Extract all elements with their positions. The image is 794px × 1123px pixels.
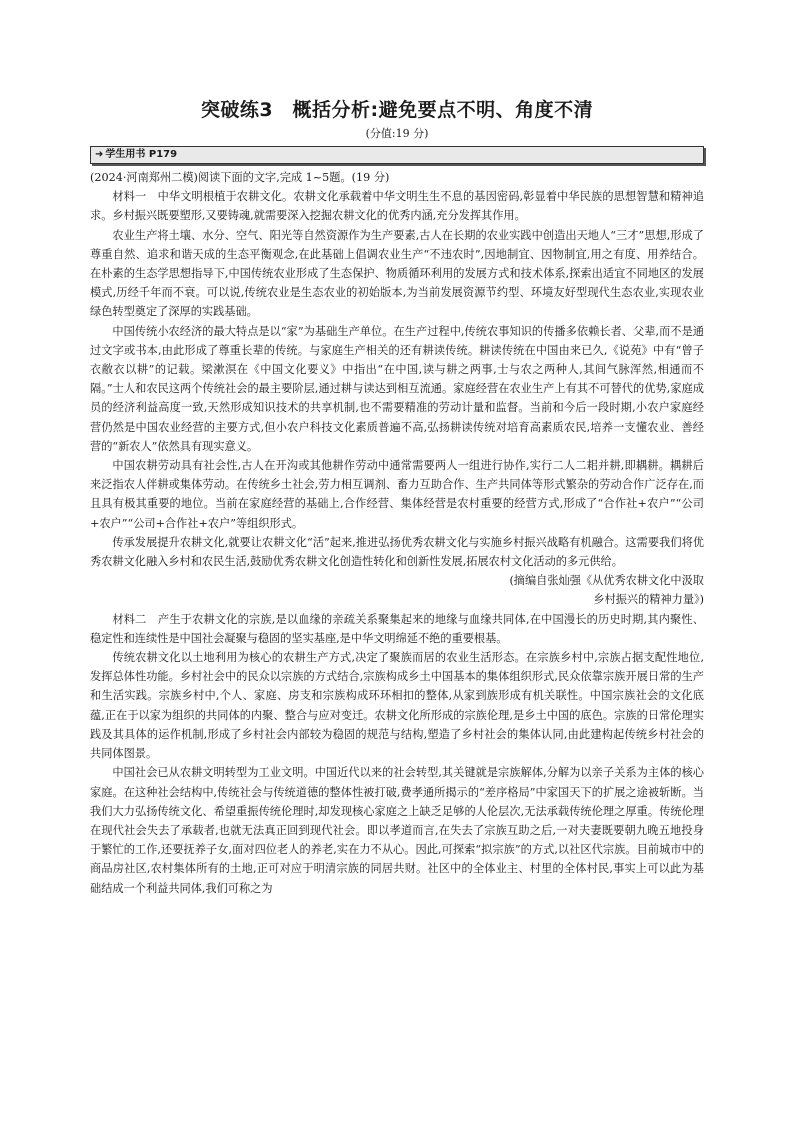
material2-paragraph: 传统农耕文化以土地利用为核心的农耕生产方式,决定了聚族而居的农业生活形态。在宗族乡村中,宗族占据支配性地位,发挥总体性功能。乡村社会中的民众以宗族的方式结合,宗族构成乡土中国基本的集体组织形式,民众依靠宗族开展日常的生产和生活实践。宗族乡村中,个人、家庭、房支和宗族构成环环相扣的整体,从家到族形成有机关联性。中国宗族社会的文化底蕴,正在于以家为组织的共同体的内聚、整合与应对变迁。农耕文化所形成的宗族伦理,是乡土中国的底色。宗族的日常伦理实践及其具体的运作机制,形成了乡村社会内部较为稳固的规范与结构,塑造了乡村社会的集体认同,由此建构起传统乡村社会的共同体图景。 xyxy=(90,651,704,761)
material1-paragraph: 传承发展提升农耕文化,就要让农耕文化“活”起来,推进弘扬优秀农耕文化与实施乡村振兴战略有机融合。这需要我们将优秀农耕文化融入乡村和农民生活,鼓励优秀农耕文化创造性转化和创新性发展,拓展农村文化活动的多元供给。 xyxy=(90,535,704,569)
book-tag-bar xyxy=(90,146,704,164)
score-note: (分值:19 分) xyxy=(365,127,429,140)
arrow-right-icon: ➜ xyxy=(95,149,104,160)
material1-source xyxy=(90,571,704,609)
book-tag-label: 学生用书 P179 xyxy=(105,149,178,160)
page-title: 突破练3 概括分析:避免要点不明、角度不清 xyxy=(200,99,594,121)
source-line: (摘编自张灿强《从优秀农耕文化中汲取 xyxy=(509,574,704,588)
material1-paragraph: 中国传统小农经济的最大特点是以“家”为基础生产单位。在生产过程中,传统农事知识的传播多依赖长者、父辈,而不是通过文字或书本,由此形成了尊重长辈的传统。与家庭生产相关的还有耕读传统。耕读传统在中国由来已久,《说苑》中有“曾子衣敝衣以耕”的记载。梁漱溟在《中国文化要义》中指出“在中国,读与耕之两事,士与农之两种人,其间气脉浑然,相通而不隔。”士人和农民这两个传统社会的最主要阶层,通过耕与读达到相互流通。家庭经营在农业生产上有其不可替代的优势,家庭成员的经济利益高度一致,天然形成知识技术的共享机制,也不需要精准的劳动计量和监督。当前和今后一段时期,小农户家庭经营仍然是中国农业经营的主要方式,但小农户科技文化素质普遍不高,弘扬耕读传统对培育高素质农民,培养一支懂农业、善经营的“新农人”依然具有现实意义。 xyxy=(90,324,704,453)
material2-paragraph: 中国社会已从农耕文明转型为工业文明。中国近代以来的社会转型,其关键就是宗族解体,分解为以亲子关系为主体的核心家庭。在这种社会结构中,传统社会与传统道德的整体性被打破,费孝通所揭示的“差序格局”中家国天下的扩展之途被斩断。当我们大力弘扬传统文化、希望重振传统伦理时,却发现核心家庭之上缺乏足够的人伦层次,无法承载传统伦理之厚重。传统伦理在现代社会失去了承载者,也就无法真正回到现代社会。即以孝道而言,在失去了宗族互助之后,一对夫妻既要朝九晚五地投身于繁忙的工作,还要抚养子女,面对四位老人的养老,实在力不从心。因此,可探索“拟宗族”的方式,以社区代宗族。目前城市中的商品房社区,农村集体所有的土地,正可对应于明清宗族的同居共财。社区中的全体业主、村里的全体村民,事实上可以此为基础结成一个利益共同体,我们可称之为 xyxy=(90,766,704,895)
material2-paragraph: 材料二 产生于农耕文化的宗族,是以血缘的亲疏关系聚集起来的地缘与血缘共同体,在中国漫长的历史时期,其内聚性、稳定性和连续性是中国社会凝聚与稳固的坚实基座,是中华文明绵延不绝的重要根基。 xyxy=(90,612,704,645)
reading-content xyxy=(90,168,704,898)
material1-paragraph: 材料一 中华文明根植于农耕文化。农耕文化承载着中华文明生生不息的基因密码,彰显着中华民族的思想智慧和精神追求。乡村振兴既要塑形,又要铸魂,就需要深入挖掘农耕文化的优秀内涵,充分发挥其作用。 xyxy=(90,190,704,223)
material1-paragraph: 农业生产将土壤、水分、空气、阳光等自然资源作为生产要素,古人在长期的农业实践中创造出天地人“三才”思想,形成了尊重自然、追求和谐天成的生态平衡观念,在此基础上倡调农业生产“不违农时”,因地制宜、因物制宜,用之有度、用养结合。在朴素的生态学思想指导下,中国传统农业形成了生态保护、物质循环利用的发展方式和技术体系,探索出适宜不同地区的发展模式,历经千年而不衰。可以说,传统农业是生态农业的初始版本,为当前发展资源节约型、环境友好型现代生态农业,实现农业绿色转型奠定了深厚的实践基础。 xyxy=(90,228,704,319)
material1-paragraph: 中国农耕劳动具有社会性,古人在开沟或其他耕作劳动中通常需要两人一组进行协作,实行二人二耜并耕,即耦耕。耦耕后来泛指农人伴耕或集体劳动。在传统乡土社会,劳力相互调剂、畜力互助合作、生产共同体等形式繁杂的劳动合作广泛存在,而且具有极其重要的地位。当前在家庭经营的基础上,合作经营、集体经营是农村重要的经营方式,形成了“合作社+农户”“公司+农户”“公司+合作社+农户”等组织形式。 xyxy=(90,459,704,530)
page xyxy=(90,96,704,898)
source-line: 乡村振兴的精神力量》) xyxy=(593,593,704,607)
question-intro: (2024·河南郑州二模)阅读下面的文字,完成 1~5题。(19 分) xyxy=(90,171,390,184)
